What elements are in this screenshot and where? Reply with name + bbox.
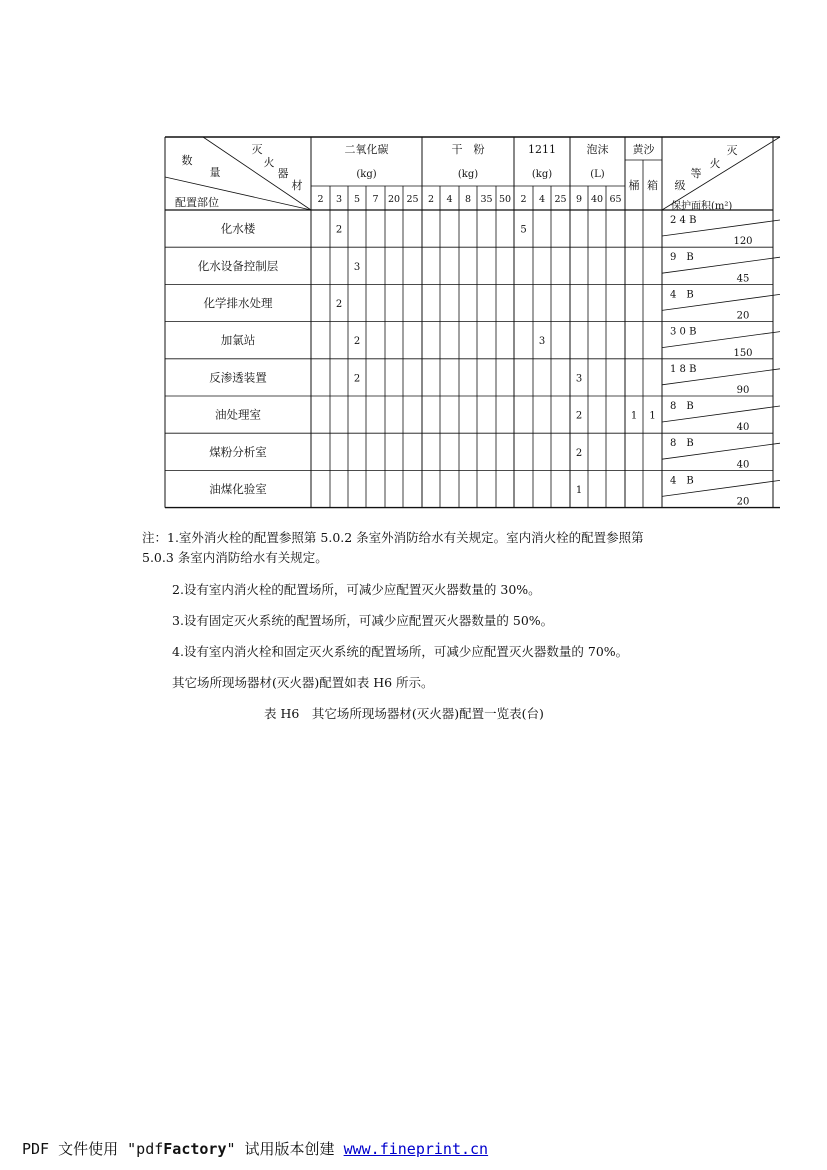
footer-link[interactable]: www.fineprint.cn (343, 1140, 489, 1158)
footer-prefix: PDF 文件使用 "pdf (22, 1140, 164, 1158)
capacity-column-label: 2 (520, 194, 527, 205)
note-5: 其它场所现场器材(灭火器)配置如表 H6 所示。 (172, 675, 434, 690)
capacity-column-label: 20 (387, 194, 401, 205)
row-count-cell: 5 (520, 224, 527, 236)
header-label-fire2: 火 (263, 156, 275, 169)
row-area: 40 (736, 422, 750, 434)
header-label-material: 材 (291, 179, 303, 192)
table-caption: 表 H6 其它场所现场器材(灭火器)配置一览表(台) (264, 706, 544, 721)
note-3: 3.设有固定灭火系统的配置场所，可减少应配置灭火器数量的 50%。 (172, 613, 554, 628)
row-rating: 3 0 B (670, 326, 697, 338)
row-location: 煤粉分析室 (209, 444, 267, 459)
capacity-column-label: 5 (353, 194, 361, 205)
row-count-cell: 2 (335, 299, 343, 310)
note-4: 4.设有室内消火栓和固定灭火系统的配置场所，可减少应配置灭火器数量的 70%。 (172, 644, 629, 659)
row-rating: 9 B (670, 252, 694, 264)
fire-extinguisher-table (165, 137, 780, 512)
row-location: 油处理室 (215, 407, 261, 422)
capacity-column-label: 40 (590, 194, 604, 205)
row-rating: 8 B (670, 438, 694, 450)
row-rating: 4 B (670, 289, 694, 301)
capacity-column-label: 8 (464, 194, 472, 205)
row-location: 化学排水处理 (203, 296, 273, 310)
rating-label-grade: 等 (690, 167, 702, 180)
capacity-column-label: 7 (372, 194, 379, 205)
pdf-footer (22, 1138, 488, 1159)
rating-label-area: 保护面积(m²) (671, 201, 733, 212)
footer-brand: Factory (163, 1140, 227, 1158)
group-name: 干 粉 (451, 143, 485, 156)
row-area: 20 (736, 310, 750, 322)
row-location: 化水设备控制层 (197, 258, 279, 273)
row-area: 45 (736, 273, 750, 285)
sand-subcolumn-label: 箱 (647, 179, 658, 192)
row-count-cell: 2 (353, 336, 361, 348)
row-area: 120 (733, 236, 753, 248)
header-label-quantity: 量 (209, 166, 221, 179)
header-label-device: 器 (277, 167, 289, 180)
rating-label-fire: 灭 (726, 144, 738, 157)
row-area: 20 (736, 496, 750, 508)
capacity-column-label: 4 (446, 194, 453, 205)
group-name: 二氧化碳 (344, 143, 389, 156)
row-count-cell: 3 (353, 261, 361, 273)
group-name: 泡沫 (586, 143, 609, 156)
row-count-cell: 2 (335, 224, 343, 236)
capacity-column-label: 25 (554, 194, 567, 205)
capacity-column-label: 4 (538, 194, 546, 205)
capacity-column-label: 25 (406, 194, 419, 205)
row-area: 150 (733, 347, 753, 359)
note-1-line-1: 注：1.室外消火栓的配置参照第 5.0.2 条室外消防给水有关规定。室内消火栓的配置参照第 (142, 530, 644, 545)
note-2: 2.设有室内消火栓的配置场所，可减少应配置灭火器数量的 30%。 (172, 582, 541, 597)
group-unit: (L) (590, 169, 605, 180)
group-unit: (kg) (457, 169, 479, 180)
group-name-sand: 黄沙 (632, 143, 655, 156)
row-count-cell: 2 (353, 373, 361, 385)
row-rating: 4 B (670, 475, 694, 487)
row-area: 40 (736, 459, 750, 471)
row-count-cell: 2 (575, 447, 583, 459)
group-unit: (kg) (356, 169, 377, 180)
row-rating: 1 8 B (670, 363, 697, 375)
row-count-cell: 3 (575, 373, 583, 385)
row-count-cell: 1 (649, 410, 656, 422)
footer-middle: " 试用版本创建 (226, 1140, 344, 1158)
capacity-column-label: 3 (335, 194, 343, 205)
row-location: 反渗透装置 (209, 370, 267, 385)
row-count-cell: 2 (575, 410, 583, 422)
sand-subcolumn-label: 桶 (628, 179, 640, 192)
row-count-cell: 1 (575, 485, 583, 496)
row-count-cell: 1 (630, 410, 638, 422)
note-1-line-2: 5.0.3 条室内消防给水有关规定。 (142, 550, 328, 565)
row-location: 油煤化验室 (209, 482, 267, 496)
rating-label-fire2: 火 (709, 157, 721, 170)
capacity-column-label: 2 (317, 194, 324, 205)
capacity-column-label: 65 (609, 194, 622, 205)
rating-label-level: 级 (674, 179, 686, 192)
rating-diagonal-line (662, 137, 780, 210)
capacity-column-label: 9 (575, 194, 583, 205)
row-count-cell: 3 (538, 336, 546, 348)
header-label-location: 配置部位 (175, 196, 219, 209)
capacity-column-label: 2 (427, 194, 435, 205)
group-unit: (kg) (531, 169, 553, 180)
group-name: 1211 (528, 143, 556, 156)
row-location: 加氯站 (220, 333, 256, 348)
row-rating: 8 B (670, 401, 694, 412)
capacity-column-label: 50 (498, 194, 512, 205)
row-rating: 2 4 B (670, 215, 697, 226)
header-label-fire: 灭 (251, 143, 263, 156)
row-location: 化水楼 (220, 221, 256, 236)
header-label-count: 数 (181, 154, 193, 167)
capacity-column-label: 35 (480, 194, 493, 205)
row-area: 90 (736, 385, 750, 396)
